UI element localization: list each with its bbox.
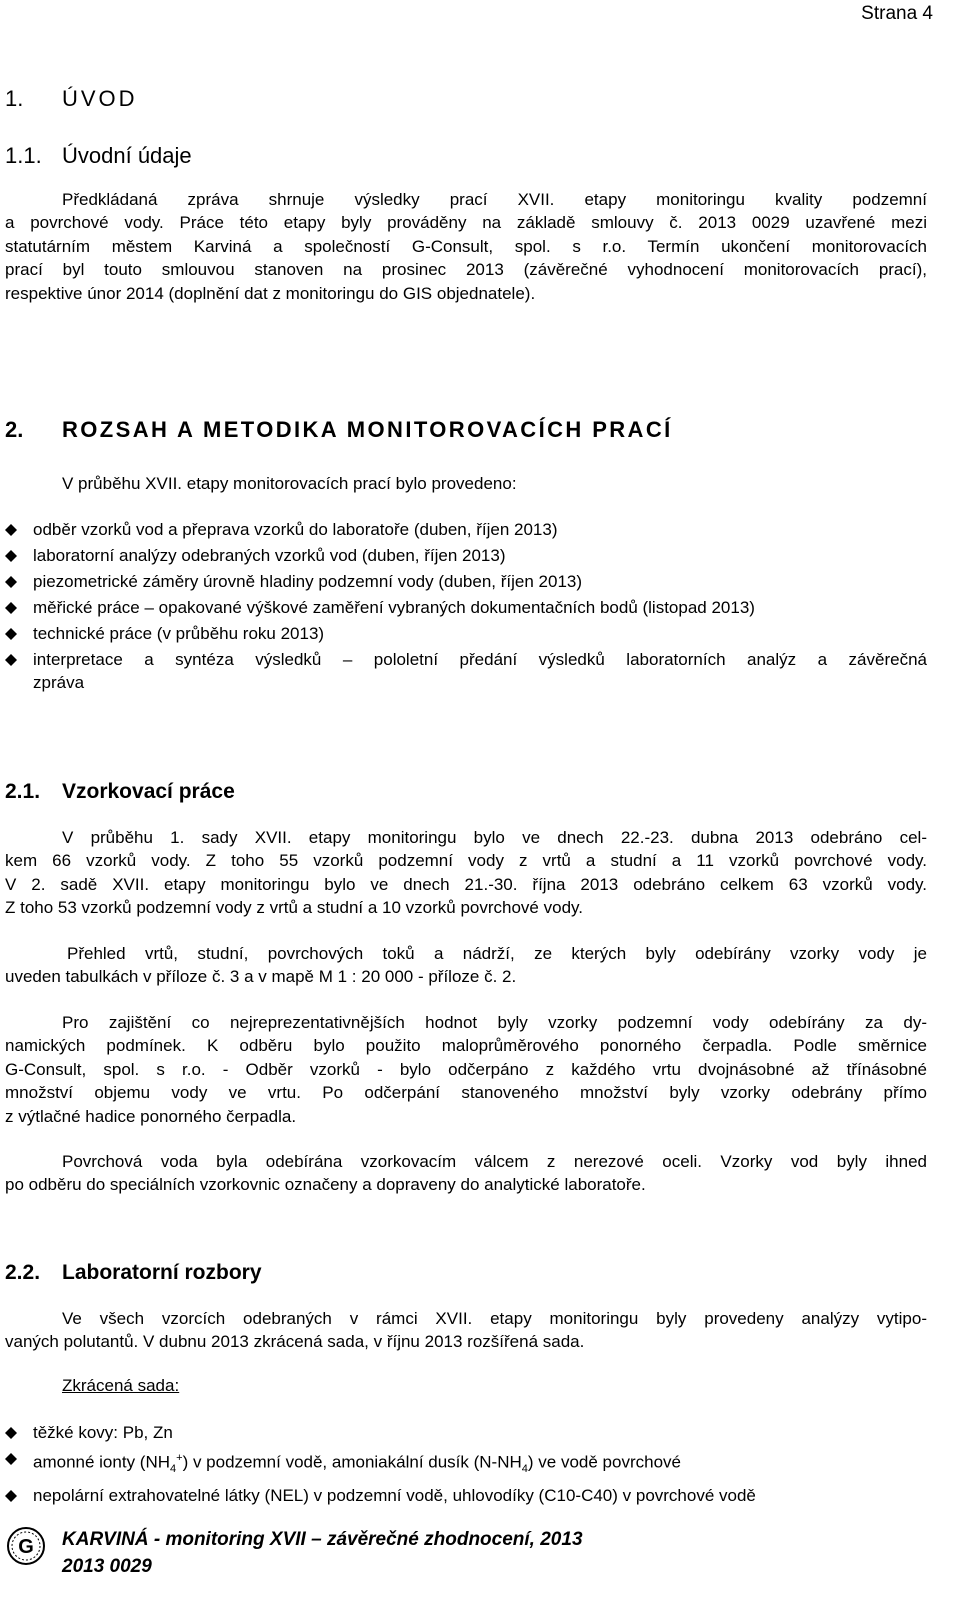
list-item	[5, 622, 927, 645]
diamond-bullet-icon	[5, 1453, 17, 1465]
list-item-text	[33, 1447, 927, 1481]
footer-code: 2013 0029	[62, 1556, 152, 1577]
diamond-bullet-icon	[5, 1490, 17, 1502]
list-item-text: nepolární extrahovatelné látky (NEL) v podzemní vodě, uhlovodíky (C10-C40) v povrchové vodě	[33, 1486, 756, 1506]
section-2-intro: V průběhu XVII. etapy monitorovacích prací bylo provedeno:	[62, 474, 517, 493]
list-item	[5, 596, 927, 619]
list-item	[5, 544, 927, 567]
section-2-title: ROZSAH A METODIKA MONITOROVACÍCH PRACÍ	[62, 417, 673, 442]
text-line: uveden tabulkách v příloze č. 3 a v mapě M 1 : 20 000 - příloze č. 2.	[5, 967, 517, 987]
section-2-1-number: 2.1.	[5, 780, 41, 803]
intro-paragraph	[5, 188, 927, 305]
section-2-2-title: Laboratorní rozbory	[62, 1261, 262, 1284]
diamond-bullet-icon	[5, 576, 17, 588]
section-1-1-number: 1.1.	[5, 143, 42, 168]
page-number: Strana 4	[861, 3, 933, 24]
list-item	[5, 570, 927, 593]
diamond-bullet-icon	[5, 628, 17, 640]
diamond-bullet-icon	[5, 550, 17, 562]
list-item	[5, 648, 927, 694]
ammonium-text-post: ) ve vodě povrchové	[527, 1452, 681, 1472]
ammonium-text-pre: amonné ionty (NH	[33, 1452, 171, 1472]
list-item	[5, 1421, 927, 1444]
intro-line: prací byl touto smlouvou stanoven na prosinec 2013 (závěrečné vyhodnocení monitorovacích prací),	[5, 260, 927, 280]
sampling-paragraph-1	[5, 826, 927, 920]
page-footer	[0, 1518, 960, 1622]
short-set-label: Zkrácená sada:	[62, 1376, 180, 1395]
text-line: Pro zajištění co nejreprezentativnějších hodnot byly vzorky podzemní vody odebírány za dy-	[62, 1013, 927, 1032]
ammonium-subscript: 4	[170, 1463, 177, 1476]
text-line: Z toho 53 vzorků podzemní vody z vrtů a studní a 10 vzorků povrchové vody.	[5, 898, 583, 918]
diamond-bullet-icon	[5, 654, 17, 666]
ammonia-subscript: 4	[521, 1463, 528, 1476]
section-2-bullet-list	[5, 518, 927, 697]
text-line: z výtlačné hadice ponorného čerpadla.	[5, 1106, 297, 1126]
sampling-paragraph-3	[5, 1011, 927, 1128]
list-item-text: odběr vzorků vod a přeprava vzorků do laboratoře (duben, říjen 2013)	[33, 520, 558, 539]
list-item-text: technické práce (v průběhu roku 2013)	[33, 624, 325, 643]
text-line: V 2. sadě XVII. etapy monitoringu bylo ve dnech 21.-30. října 2013 odebráno celkem 63 vzorků vody.	[5, 874, 927, 894]
section-1-heading	[5, 86, 138, 112]
intro-line: Předkládaná zpráva shrnuje výsledky prací XVII. etapy monitoringu kvality podzemní	[62, 190, 927, 209]
section-2-1-title: Vzorkovací práce	[62, 780, 235, 803]
list-item-text: piezometrické záměry úrovně hladiny podzemní vody (duben, říjen 2013)	[33, 572, 583, 591]
diamond-bullet-icon	[5, 602, 17, 614]
text-line: Ve všech vzorcích odebraných v rámci XVII. etapy monitoringu byly provedeny analýzy vytipo-	[62, 1309, 927, 1328]
diamond-bullet-icon	[5, 524, 17, 536]
short-set-bullet-list	[5, 1421, 927, 1510]
diamond-bullet-icon	[5, 1427, 17, 1439]
section-2-heading	[5, 417, 673, 443]
section-2-1-heading	[5, 780, 235, 804]
section-1-1-heading	[5, 143, 192, 169]
text-line: vaných polutantů. V dubnu 2013 zkrácená sada, v říjnu 2013 rozšířená sada.	[5, 1332, 585, 1352]
list-item-text: interpretace a syntéza výsledků – pololetní předání výsledků laboratorních analýz a závěrečná	[33, 650, 927, 669]
text-line: Povrchová voda byla odebírána vzorkovacím válcem z nerezové oceli. Vzorky vod byly ihned	[62, 1152, 927, 1171]
intro-line: a povrchové vody. Práce této etapy byly prováděny na základě smlouvy č. 2013 0029 uzavřené mezi	[5, 213, 927, 233]
text-line: V průběhu 1. sady XVII. etapy monitoringu bylo ve dnech 22.-23. dubna 2013 odebráno cel-	[62, 828, 927, 847]
list-item	[5, 1484, 927, 1507]
list-item-text: měřické práce – opakované výškové zaměření vybraných dokumentačních bodů (listopad 2013)	[33, 598, 755, 617]
list-item-text-continued: zpráva	[33, 673, 85, 693]
intro-line: statutárním městem Karviná a společností G-Consult, spol. s r.o. Termín ukončení monitorovacích	[5, 236, 927, 256]
section-2-2-number: 2.2.	[5, 1261, 41, 1284]
section-2-number: 2.	[5, 417, 24, 442]
text-line: Přehled vrtů, studní, povrchových toků a nádrží, ze kterých byly odebírány vzorky vody je	[67, 944, 927, 963]
section-1-title: ÚVOD	[62, 86, 138, 111]
intro-line: respektive únor 2014 (doplnění dat z monitoringu do GIS objednatele).	[5, 283, 536, 303]
text-line: po odběru do speciálních vzorkovnic označeny a dopraveny do analytické laboratoře.	[5, 1175, 646, 1195]
ammonium-text-mid: ) v podzemní vodě, amoniakální dusík (N-NH	[182, 1452, 522, 1472]
text-line: množství objemu vody ve vrtu. Po odčerpání stanoveného množství byly vzorky odebrány přímo	[5, 1083, 927, 1103]
ammonium-superscript: +	[176, 1452, 183, 1464]
sampling-paragraph-2	[5, 942, 927, 989]
list-item-text: těžké kovy: Pb, Zn	[33, 1423, 173, 1442]
section-1-1-title: Úvodní údaje	[62, 143, 192, 168]
text-line: namických podmínek. K odběru bylo použito maloprůměrového ponorného čerpadla. Podle směrnice	[5, 1036, 927, 1056]
lab-paragraph	[5, 1307, 927, 1354]
sampling-paragraph-4	[5, 1150, 927, 1197]
text-line: kem 66 vzorků vody. Z toho 55 vzorků podzemní vody z vrtů a studní a 11 vzorků povrchové vody.	[5, 851, 927, 871]
logo-letter: G	[18, 1536, 34, 1558]
section-1-number: 1.	[5, 86, 24, 111]
footer-title: KARVINÁ - monitoring XVII – závěrečné zhodnocení, 2013	[62, 1529, 583, 1550]
text-line: G-Consult, spol. s r.o. - Odběr vzorků - bylo odčerpáno z každého vrtu dvojnásobné až třínásobné	[5, 1059, 927, 1079]
list-item-text: laboratorní analýzy odebraných vzorků vod (duben, říjen 2013)	[33, 546, 506, 565]
company-logo-icon	[6, 1526, 46, 1566]
list-item	[5, 518, 927, 541]
section-2-2-heading	[5, 1261, 262, 1285]
list-item	[5, 1447, 927, 1481]
